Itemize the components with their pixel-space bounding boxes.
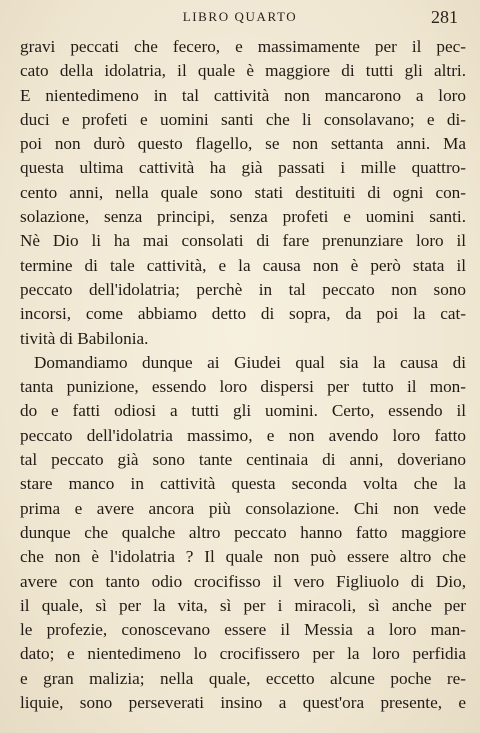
paragraph <box>20 35 466 351</box>
text-line: questa ultima cattività ha già passati i mille quattro- <box>20 158 466 178</box>
text-line: peccato dell'idolatria massimo, e non avendo loro fatto <box>20 425 466 445</box>
page-number: 281 <box>431 7 458 27</box>
text-line: il quale, sì per la vita, sì per i miracoli, sì anche per <box>20 595 466 615</box>
text-line: prima e avere ancora più consolazione. Chi non vede <box>20 498 466 518</box>
text-line: Nè Dio li ha mai consolati di fare prenunziare loro il <box>20 231 466 251</box>
text-line: tal peccato già sono tante centinaia di anni, doveriano <box>20 450 466 470</box>
running-head: LIBRO QUARTO <box>182 9 298 24</box>
text-line: cato della idolatria, il quale è maggiore di tutti gli altri. <box>20 61 466 81</box>
text-line: Domandiamo dunque ai Giudei qual sia la causa di <box>34 352 466 372</box>
text-line: poi non durò questo flagello, se non settanta anni. Ma <box>20 134 466 154</box>
text-line: tività di Babilonia. <box>20 328 149 348</box>
text-line: solazione, senza principi, senza profeti e uomini santi. <box>20 207 466 227</box>
text-line: duci e profeti e uomini santi che li consolavano; e di- <box>20 109 466 129</box>
body-text <box>20 35 466 715</box>
text-line: gravi peccati che fecero, e massimamente per il pec- <box>20 37 466 56</box>
text-line: E nientedimeno in tal cattività non mancarono a loro <box>20 85 466 105</box>
text-line: che non è l'idolatria ? Il quale non può essere altro che <box>20 547 466 567</box>
page-header <box>0 9 480 31</box>
text-line: termine di tale cattività, e la causa non è però stata il <box>20 255 466 275</box>
text-line: le profezie, conoscevano essere il Messia a loro man- <box>20 620 466 640</box>
text-line: peccato dell'idolatria; perchè in tal peccato non sono <box>20 279 466 299</box>
text-line: incorsi, come abbiamo detto di sopra, da poi la cat- <box>20 304 466 324</box>
paragraph <box>20 351 466 715</box>
text-line: stare manco in cattività questa seconda volta che la <box>20 474 466 494</box>
text-line: do e fatti odiosi a tutti gli uomini. Certo, essendo il <box>20 401 466 421</box>
text-line: cento anni, nella quale sono stati destituiti di ogni con- <box>20 182 466 202</box>
text-line: dunque che qualche altro peccato hanno fatto maggiore <box>20 522 466 542</box>
text-line: e gran malizia; nella quale, eccetto alcune poche re- <box>20 668 466 688</box>
text-line: dato; e nientedimeno lo crocifissero per la loro perfidia <box>20 644 466 664</box>
text-line: tanta punizione, essendo loro dispersi per tutto il mon- <box>20 377 466 397</box>
text-line: avere con tanto odio crocifisso il vero Figliuolo di Dio, <box>20 571 466 591</box>
text-line: liquie, sono perseverati insino a quest'ora presente, e <box>20 693 466 713</box>
